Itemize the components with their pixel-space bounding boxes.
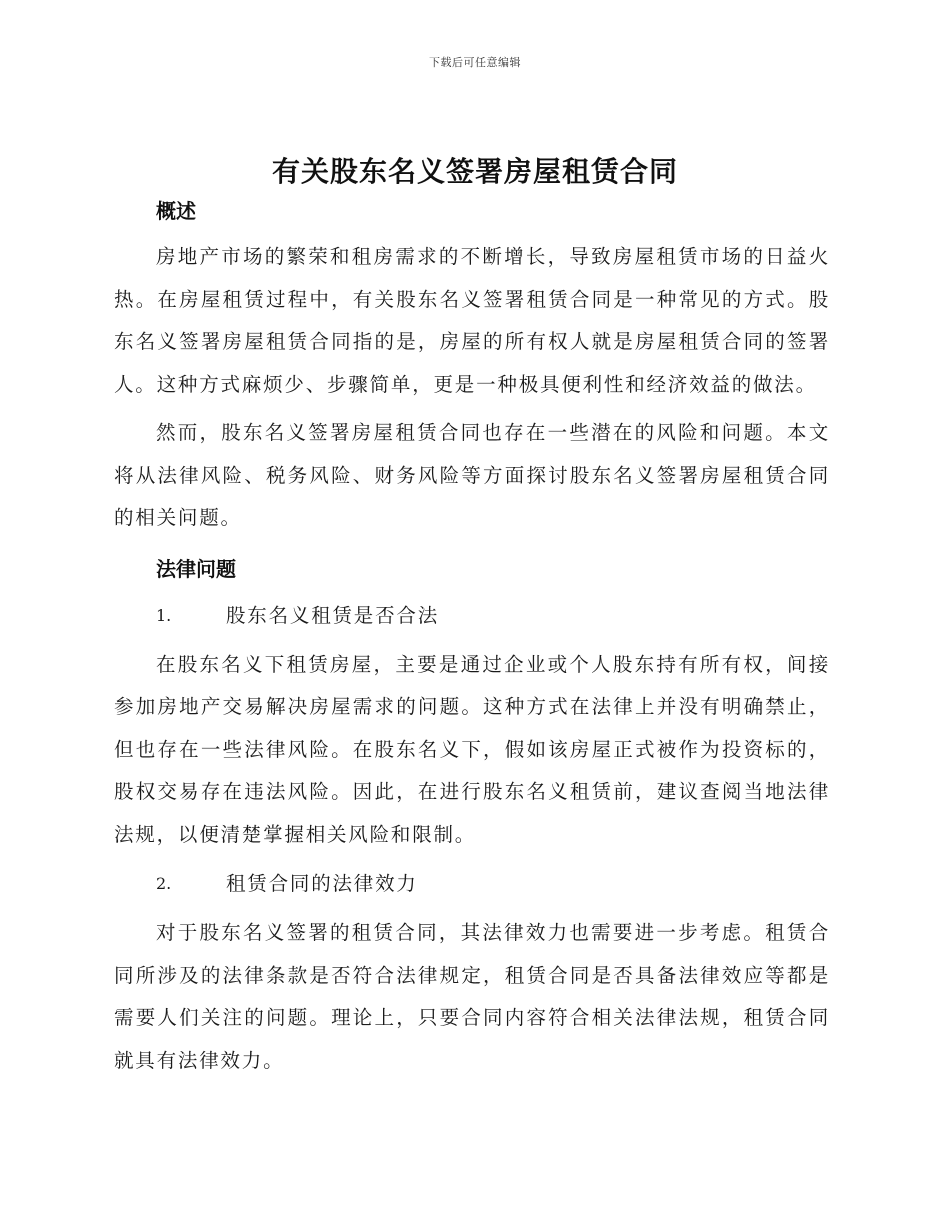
item-number: 2.: [156, 874, 172, 893]
document-title: 有关股东名义签署房屋租赁合同: [271, 155, 678, 188]
numbered-item-1: [114, 594, 830, 638]
item-label: 租赁合同的法律效力: [226, 872, 418, 895]
section-heading-overview: 概述: [156, 199, 196, 223]
paragraph: 房地产市场的繁荣和租房需求的不断增长，导致房屋租赁市场的日益火热。在房屋租赁过程中，有关股东名义签署租赁合同是一种常见的方式。股东名义签署房屋租赁合同指的是，房屋的所有权人就是房屋租赁合同的签署人。这种方式麻烦少、步骤简单，更是一种极具便利性和经济效益的做法。: [114, 245, 830, 396]
paragraph: 在股东名义下租赁房屋，主要是通过企业或个人股东持有所有权，间接参加房地产交易解决房屋需求的问题。这种方式在法律上并没有明确禁止，但也存在一些法律风险。在股东名义下，假如该房屋正式被作为投资标的，股权交易存在违法风险。因此，在进行股东名义租赁前，建议查阅当地法律法规，以便清楚掌握相关风险和限制。: [114, 652, 830, 846]
item-label: 股东名义租赁是否合法: [226, 603, 440, 627]
numbered-item-2: [114, 862, 830, 906]
paragraph: 对于股东名义签署的租赁合同，其法律效力也需要进一步考虑。租赁合同所涉及的法律条款是否符合法律规定，租赁合同是否具备法律效应等都是需要人们关注的问题。理论上，只要合同内容符合相关法律法规，租赁合同就具有法律效力。: [114, 921, 830, 1072]
document-body: [114, 192, 830, 1082]
item-number: 1.: [156, 605, 172, 625]
header-note: 下载后可任意编辑: [429, 56, 521, 69]
section-heading-legal: 法律问题: [156, 556, 236, 581]
paragraph: 然而，股东名义签署房屋租赁合同也存在一些潜在的风险和问题。本文将从法律风险、税务风险、财务风险等方面探讨股东名义签署房屋租赁合同的相关问题。: [114, 421, 830, 529]
